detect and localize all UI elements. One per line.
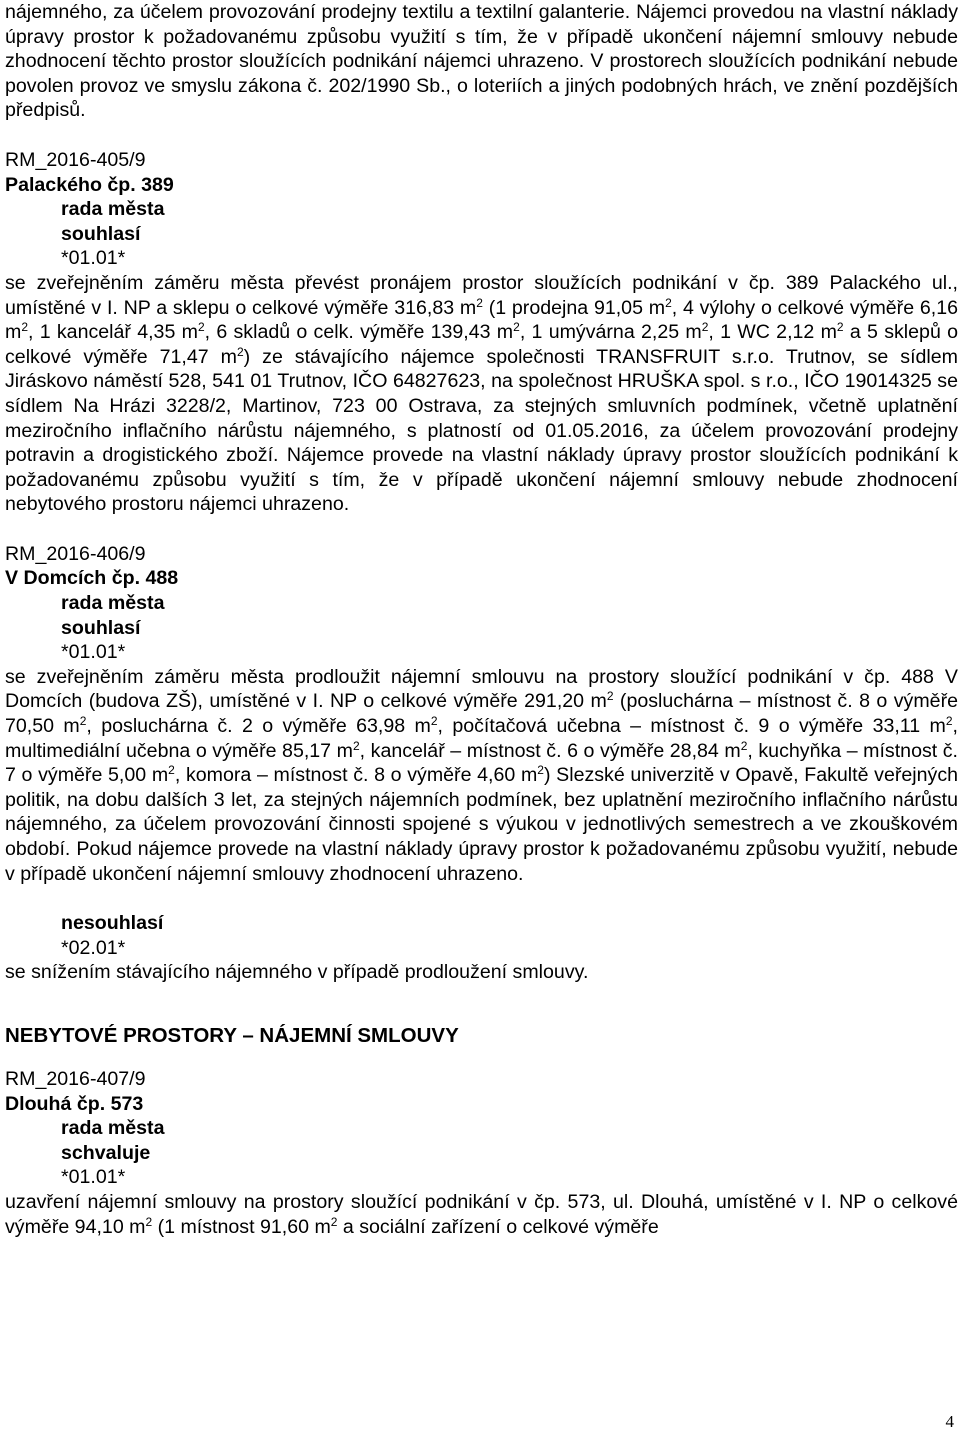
resolution-block-405: [5, 148, 958, 517]
spacer: [5, 886, 958, 911]
spacer: [5, 985, 958, 1023]
resolution-number-2: *02.01*: [61, 936, 126, 959]
council-label: rada města: [61, 592, 165, 615]
decision-label: souhlasí: [61, 616, 141, 639]
decision-label: souhlasí: [61, 222, 141, 245]
decision-label: schvaluje: [61, 1141, 151, 1164]
council-label: rada města: [61, 198, 165, 221]
decision-label-2: nesouhlasí: [61, 912, 164, 935]
intro-paragraph: nájemného, za účelem provozování prodejny textilu a textilní galanterie. Nájemci provedou na vlastní náklady úpravy prostor k požadovanému způsobu využití s tím, že v případě ukončení nájemní smlouvy nebude zhodnocení těchto prostor sloužících podnikání nájemci uhrazeno. V prostorech sloužících podnikání nebude povolen provoz ve smyslu zákona č. 202/1990 Sb., o loteriích a jiných podobných hrách, ve znění pozdějších předpisů.: [5, 1, 958, 122]
resolution-subject: Palackého čp. 389: [5, 173, 174, 196]
spacer: [5, 1049, 958, 1067]
spacer: [5, 517, 958, 542]
resolution-number: *01.01*: [61, 247, 126, 270]
resolution-id: RM_2016-406/9: [5, 542, 146, 565]
document-page: [5, 0, 958, 1239]
spacer: [5, 123, 958, 148]
resolution-text: se zveřejněním záměru města převést pronájem prostor sloužících podnikání v čp. 389 Palackého ul., umístěné v I. NP a sklepu o celkové výměře 316,83 $m^2$ (1 prodejna 91,05 $m^2$, 4 výlohy o celkové výměře 6,16 $m^2$, 1 kancelář 4,35 $m^2$, 6 skladů o celk. výměře 139,43 $m^2$, 1 umývárna 2,25 $m^2$, 1 WC 2,12 $m^2$ a 5 sklepů o celkové výměře 71,47 $m^2$) ze stávajícího nájemce společnosti TRANSFRUIT s.r.o. Trutnov, se sídlem Jiráskovo náměstí 528, 541 01 Trutnov, IČO 64827623, na společnost HRUŠKA spol. s r.o., IČO 19014325 se sídlem Na Hrázi 3228/2, Martinov, 723 00 Ostrava, za stejných smluvních podmínek, včetně uplatnění meziročního inflačního nárůstu nájemného, s platností od 01.05.2016, za účelem provozování prodejny potravin a drogistického zboží. Nájemce provede na vlastní náklady úpravy prostor sloužících podnikání k požadovanému způsobu využití s tím, že v případě ukončení nájemní smlouvy nebude zhodnocení nebytového prostoru nájemci uhrazeno.: [5, 271, 958, 516]
council-label: rada města: [61, 1117, 165, 1140]
resolution-number: *01.01*: [61, 1166, 126, 1189]
resolution-subject: Dlouhá čp. 573: [5, 1092, 144, 1115]
resolution-text: uzavření nájemní smlouvy na prostory sloužící podnikání v čp. 573, ul. Dlouhá, umístěné v I. NP o celkové výměře 94,10 $m^2$ (1 místnost 91,60 $m^2$ a sociální zařízení o celkové výměře: [5, 1190, 958, 1238]
resolution-id: RM_2016-405/9: [5, 148, 146, 171]
page-number: 4: [945, 1412, 954, 1431]
resolution-block-407: [5, 1067, 958, 1239]
resolution-block-406: [5, 542, 958, 985]
resolution-text: se zveřejněním záměru města prodloužit nájemní smlouvu na prostory sloužící podnikání v čp. 488 V Domcích (budova ZŠ), umístěné v I. NP o celkové výměře 291,20 $m^2$ (posluchárna – místnost č. 8 o výměře 70,50 $m^2$, posluchárna č. 2 o výměře 63,98 $m^2$, počítačová učebna – místnost č. 9 o výměře 33,11 $m^2$, multimediální učebna o výměře 85,17 $m^2$, kancelář – místnost č. 6 o výměře 28,84 $m^2$, kuchyňka – místnost č. 7 o výměře 5,00 $m^2$, komora – místnost č. 8 o výměře 4,60 $m^2$) Slezské univerzitě v Opavě, Fakultě veřejných politik, na dobu dalších 3 let, za stejných nájemních podmínek, bez uplatnění meziročního inflačního nárůstu nájemného, za účelem provozování činnosti spojené s výukou v jednotlivých semestrech a ve zkouškovém období. Pokud nájemce provede na vlastní náklady úpravy prostor k požadovanému způsobu využití, nebude v případě ukončení nájemní smlouvy zhodnocení uhrazeno.: [5, 665, 959, 885]
resolution-subject: V Domcích čp. 488: [5, 567, 179, 590]
resolution-number: *01.01*: [61, 641, 126, 664]
resolution-text-2: se snížením stávajícího nájemného v případě prodloužení smlouvy.: [5, 961, 589, 984]
section-heading: NEBYTOVÉ PROSTORY – NÁJEMNÍ SMLOUVY: [5, 1023, 459, 1047]
resolution-id: RM_2016-407/9: [5, 1067, 146, 1090]
